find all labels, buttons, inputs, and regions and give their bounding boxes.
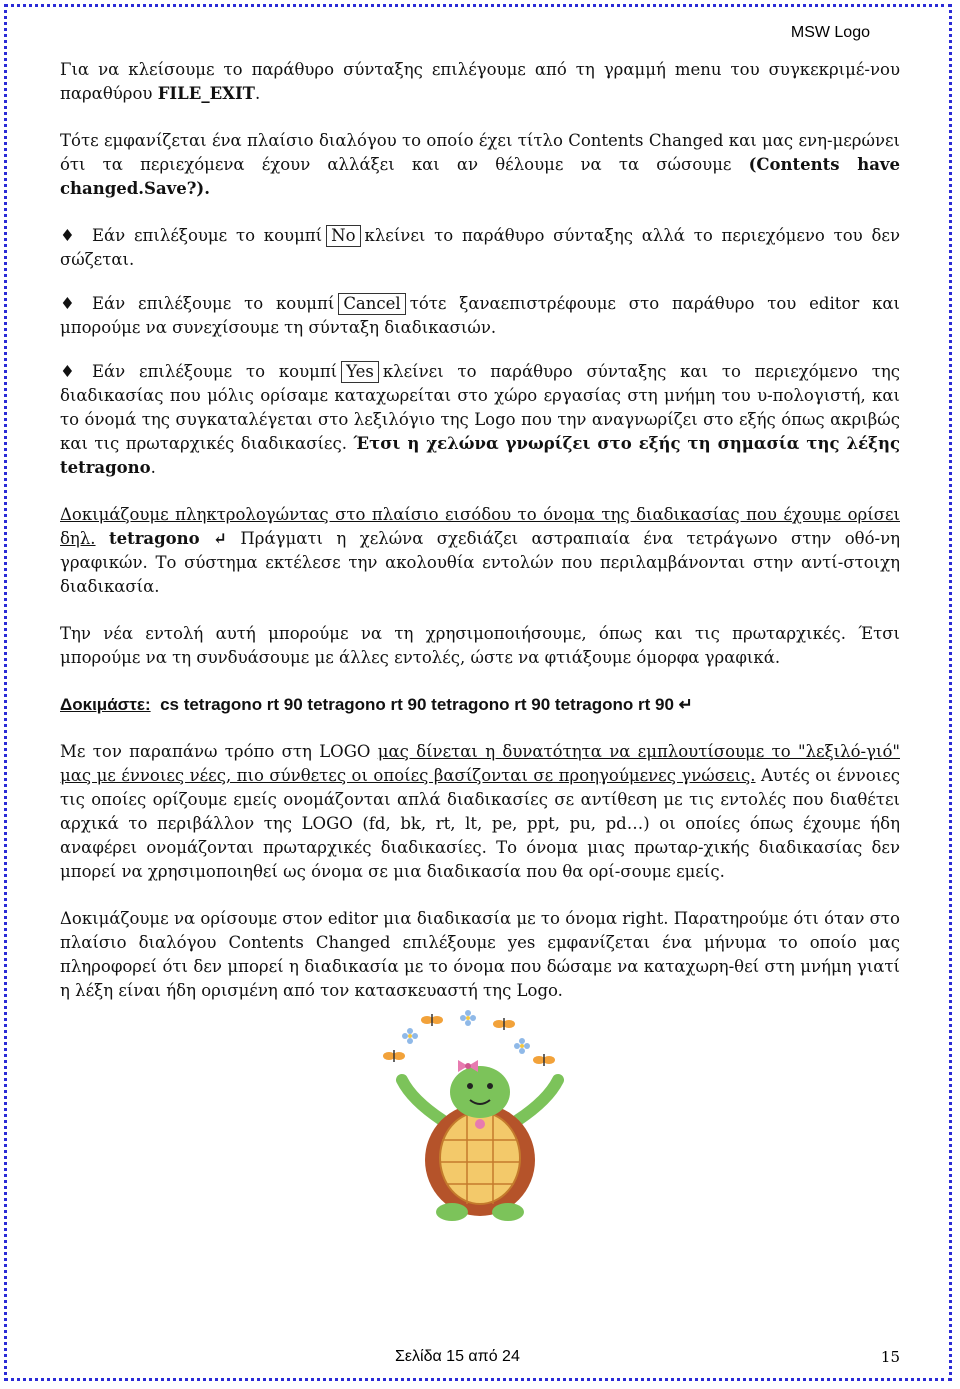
flower-icon bbox=[460, 1010, 476, 1026]
right-text: Δοκιμάζουμε να ορίσουμε στον editor μια διαδικασία με το όνομα right. Παρατηρούμε ότι όταν στο πλαίσιο διαλόγου Contents Changed επιλέξουμε yes εμφανίζεται ένα μήνυμα το οποίο μας πληροφορεί ότι δεν μπορεί η διαδικασία με το όνομα που δώσαμε να καταχωρη-θεί στη μνήμη γιατί η λέξη είναι ήδη ορισμένη από τον κατασκευαστή της Logo. bbox=[60, 909, 900, 1000]
p1-text: Για να κλείσουμε το παράθυρο σύνταξης επιλέγουμε από τη γραμμή menu του συγκεκριμέ-νου παραθύρου bbox=[60, 60, 900, 103]
return-key-icon: ↵ bbox=[678, 695, 693, 714]
no-button-label: No bbox=[326, 225, 360, 247]
turtle-eye bbox=[487, 1083, 493, 1089]
turtle-foot bbox=[436, 1203, 468, 1221]
bullet-cancel-post: τότε ξαναεπιστρέφουμε στο παράθυρο του editor και μπορούμε να συνεχίσουμε τη σύνταξη διαδικασιών. bbox=[60, 294, 900, 337]
diamond-bullet-icon: ♦ bbox=[60, 294, 75, 313]
flower-icon bbox=[514, 1038, 530, 1054]
bullet-yes-post: κλείνει το παράθυρο σύνταξης και το περιεχόμενο της διαδικασίας που μόλις ορίσαμε καταχωρείται στο χώρο εργασίας στη μνήμη του υ-πολογιστή, και το όνομά της συγκαταλέγεται στο λεξιλόγιο της Logo που την αναγνωρίζει στο εξής όπως ακριβώς και τις πρωταρχικές διαδικασίες. bbox=[60, 362, 900, 453]
butterfly-icon bbox=[421, 1014, 443, 1026]
test-text: Πράγματι η χελώνα σχεδιάζει αστραπιαία ένα τετράγωνο στην οθό-νη γραφικών. Το σύστημα εκτέλεσε την ακολουθία εντολών που περιλαμβάνονται στην αντί-στοιχη διαδικασία. bbox=[60, 529, 901, 596]
paragraph-close-editor bbox=[60, 58, 900, 106]
necklace-icon bbox=[475, 1119, 485, 1129]
bullet-no bbox=[60, 224, 900, 272]
try-label: Δοκιμάστε: bbox=[60, 695, 151, 714]
paragraph-dialog bbox=[60, 129, 900, 201]
paragraph-new-command bbox=[60, 622, 900, 670]
logo-post: Αυτές οι έννοιες τις οποίες ορίζουμε εμείς ονομάζονται απλά διαδικασίες σε αντίθεση με τις εντολές που διαθέτει αρχικά το περιβάλλον της LOGO (fd, bk, rt, lt, pe, ppt, pu, pd…) οι οποίες όπως έχουμε ήδη αναφέρει ονομάζονται πρωταρχικές διαδικασίες. Το όνομα μιας πρωταρ-χικής διαδικασίας δεν μπορεί να χρησιμοποιηθεί ως όνομα σε μια διαδικασία που θα ορί-σουμε εμείς. bbox=[60, 766, 900, 881]
dialog-message: (Contents have changed.Save?). bbox=[60, 155, 900, 198]
menu-command: FILE_EXIT bbox=[157, 84, 255, 103]
try-command: cs tetragono rt 90 tetragono rt 90 tetragono rt 90 tetragono rt 90 bbox=[160, 695, 674, 714]
bullet-yes-pre: Εάν επιλέξουμε το κουμπί bbox=[92, 362, 338, 381]
turtle-arm bbox=[402, 1080, 442, 1120]
butterfly-icon bbox=[493, 1018, 515, 1030]
turtle-illustration bbox=[372, 1000, 588, 1224]
cancel-button-label: Cancel bbox=[338, 293, 405, 315]
document-body bbox=[60, 58, 900, 1026]
flower-icon bbox=[402, 1028, 418, 1044]
turtle-foot bbox=[492, 1203, 524, 1221]
yes-button-label: Yes bbox=[341, 361, 379, 383]
bullet-yes-tail: . bbox=[150, 458, 156, 477]
turtle-arm bbox=[518, 1080, 558, 1120]
new-command-text: Την νέα εντολή αυτή μπορούμε να τη χρησιμοποιήσουμε, όπως και τις πρωταρχικές. Έτσι μπορούμε να τη συνδυάσουμε με άλλες εντολές, ώστε να φτιάξουμε όμορφα γραφικά. bbox=[60, 624, 900, 667]
return-key-icon: ↵ bbox=[213, 529, 227, 548]
diamond-bullet-icon: ♦ bbox=[60, 226, 75, 245]
turtle-eye bbox=[467, 1083, 473, 1089]
bullet-no-post: κλείνει το παράθυρο σύνταξης αλλά το περιεχόμενο του δεν σώζεται. bbox=[60, 226, 900, 269]
paragraph-right-procedure bbox=[60, 907, 900, 1003]
paragraph-logo-vocabulary bbox=[60, 740, 900, 884]
logo-underlined: μας δίνεται η δυνατότητα να εμπλουτίσουμε το "λεξιλό-γιό" μας με έννοιες νέες, πιο σύνθετες οι οποίες βασίζονται σε προηγούμενες γνώσεις. bbox=[60, 742, 900, 785]
logo-pre: Με τον παραπάνω τρόπο στη LOGO bbox=[60, 742, 378, 761]
butterfly-icon bbox=[383, 1050, 405, 1062]
bullet-yes-bold: Έτσι η χελώνα γνωρίζει στο εξής τη σημασία της λέξης tetragono bbox=[60, 434, 900, 477]
test-underlined: Δοκιμάζουμε πληκτρολογώντας στο πλαίσιο εισόδου το όνομα της διαδικασίας που έχουμε ορίσει δηλ. bbox=[60, 505, 900, 548]
p1-tail: . bbox=[254, 84, 261, 103]
procedure-name: tetragono bbox=[108, 529, 200, 548]
try-line bbox=[60, 693, 900, 717]
diamond-bullet-icon: ♦ bbox=[60, 362, 75, 381]
p2-text: Τότε εμφανίζεται ένα πλαίσιο διαλόγου το οποίο έχει τίτλο Contents Changed και μας ενη-μερώνει ότι τα περιεχόμενα έχουν αλλάξει και αν θέλουμε να τα σώσουμε bbox=[60, 131, 900, 174]
page-label: Σελίδα 15 από 24 bbox=[395, 1348, 520, 1365]
bullet-yes bbox=[60, 360, 900, 480]
bullet-cancel-pre: Εάν επιλέξουμε το κουμπί bbox=[92, 294, 335, 313]
paragraph-test-procedure bbox=[60, 503, 900, 599]
bullet-cancel bbox=[60, 292, 900, 340]
turtle-head bbox=[450, 1066, 510, 1118]
turtle-drawing bbox=[372, 1000, 588, 1224]
butterfly-icon bbox=[533, 1054, 555, 1066]
page-number: 15 bbox=[880, 1348, 900, 1366]
header-title: MSW Logo bbox=[790, 24, 870, 41]
bullet-no-pre: Εάν επιλέξουμε το κουμπί bbox=[92, 226, 323, 245]
